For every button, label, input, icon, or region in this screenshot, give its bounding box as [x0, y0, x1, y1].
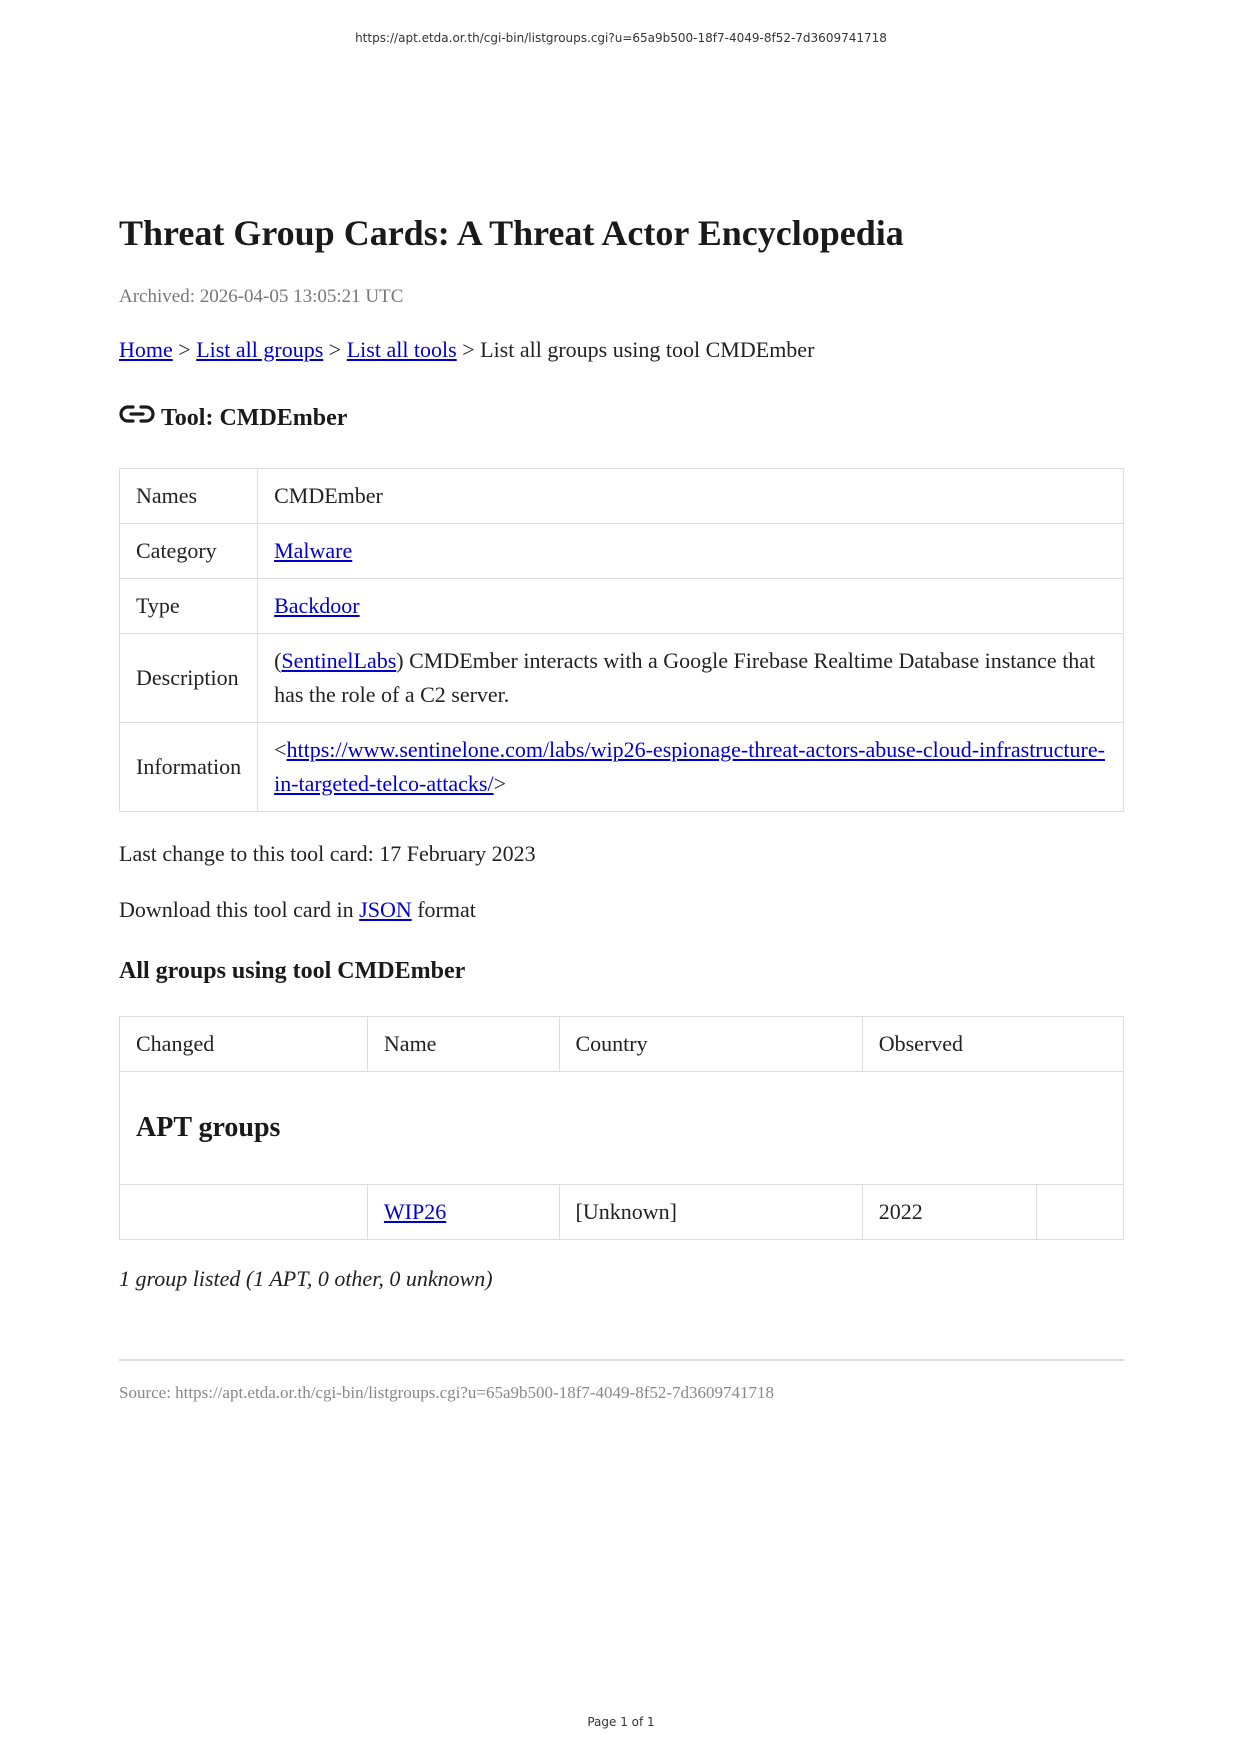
- breadcrumb-list-groups-link[interactable]: List all groups: [196, 337, 324, 362]
- tool-heading-text: Tool: CMDEmber: [161, 405, 348, 431]
- breadcrumb: [119, 337, 814, 363]
- page-title: Threat Group Cards: A Threat Actor Encyclopedia: [119, 213, 904, 253]
- table-header-row: [120, 1017, 1124, 1072]
- category-cell: [258, 524, 1124, 579]
- source-url: Source: https://apt.etda.or.th/cgi-bin/listgroups.cgi?u=65a9b500-18f7-4049-8f52-7d3609741718: [119, 1383, 775, 1402]
- changed-cell: [120, 1185, 368, 1240]
- groups-heading: All groups using tool CMDEmber: [119, 958, 466, 984]
- information-cell: [258, 723, 1124, 812]
- sentinellabs-link[interactable]: SentinelLabs: [281, 648, 397, 673]
- category-link[interactable]: Malware: [274, 538, 353, 563]
- last-change-text: Last change to this tool card: 17 February 2023: [119, 841, 536, 866]
- table-row: [120, 469, 1124, 524]
- breadcrumb-separator: >: [172, 337, 197, 362]
- download-line: [119, 897, 476, 923]
- table-row: [120, 1185, 1124, 1240]
- names-value: CMDEmber: [258, 469, 1124, 524]
- download-suffix: format: [411, 897, 476, 922]
- type-link[interactable]: Backdoor: [274, 593, 360, 618]
- names-label: Names: [120, 469, 258, 524]
- table-row: [120, 723, 1124, 812]
- category-label: Category: [120, 524, 258, 579]
- table-row: [120, 634, 1124, 723]
- angle-close: >: [493, 771, 506, 796]
- country-cell: [Unknown]: [559, 1185, 862, 1240]
- breadcrumb-current: > List all groups using tool CMDEmber: [456, 337, 815, 362]
- description-cell: [258, 634, 1124, 723]
- link-icon: [119, 402, 155, 426]
- breadcrumb-separator: >: [323, 337, 347, 362]
- information-url-link[interactable]: https://www.sentinelone.com/labs/wip26-espionage-threat-actors-abuse-cloud-infrastructure-in-targeted-telco-attacks/: [274, 737, 1105, 796]
- description-text: ) CMDEmber interacts with a Google Firebase Realtime Database instance that has the role of a C2 server.: [274, 648, 1096, 707]
- paren-open: (: [274, 648, 282, 673]
- description-label: Description: [120, 634, 258, 723]
- archived-timestamp: Archived: 2026-04-05 13:05:21 UTC: [119, 286, 404, 307]
- empty-cell: [1036, 1185, 1123, 1240]
- tool-details-table: [119, 468, 1124, 812]
- information-label: Information: [120, 723, 258, 812]
- print-header-url: https://apt.etda.or.th/cgi-bin/listgroups.cgi?u=65a9b500-18f7-4049-8f52-7d3609741718: [355, 31, 887, 45]
- table-row: [120, 579, 1124, 634]
- observed-cell: 2022: [862, 1185, 1036, 1240]
- divider: [119, 1359, 1124, 1361]
- column-header-changed: Changed: [120, 1017, 368, 1072]
- breadcrumb-list-tools-link[interactable]: List all tools: [346, 337, 457, 362]
- group-name-cell: [367, 1185, 559, 1240]
- tool-heading: [119, 402, 347, 432]
- type-cell: [258, 579, 1124, 634]
- table-row: [120, 524, 1124, 579]
- download-prefix: Download this tool card in: [119, 897, 360, 922]
- type-label: Type: [120, 579, 258, 634]
- breadcrumb-home-link[interactable]: Home: [119, 337, 173, 362]
- group-link-wip26[interactable]: WIP26: [383, 1199, 447, 1224]
- column-header-name: Name: [367, 1017, 559, 1072]
- section-row: [120, 1072, 1124, 1185]
- groups-table: [119, 1016, 1124, 1240]
- groups-summary: 1 group listed (1 APT, 0 other, 0 unknown): [119, 1266, 493, 1291]
- column-header-observed: Observed: [862, 1017, 1123, 1072]
- section-label-apt-groups: APT groups: [120, 1072, 1124, 1185]
- json-download-link[interactable]: JSON: [359, 897, 412, 922]
- column-header-country: Country: [559, 1017, 862, 1072]
- page-number: Page 1 of 1: [587, 1715, 655, 1729]
- angle-open: <: [274, 737, 287, 762]
